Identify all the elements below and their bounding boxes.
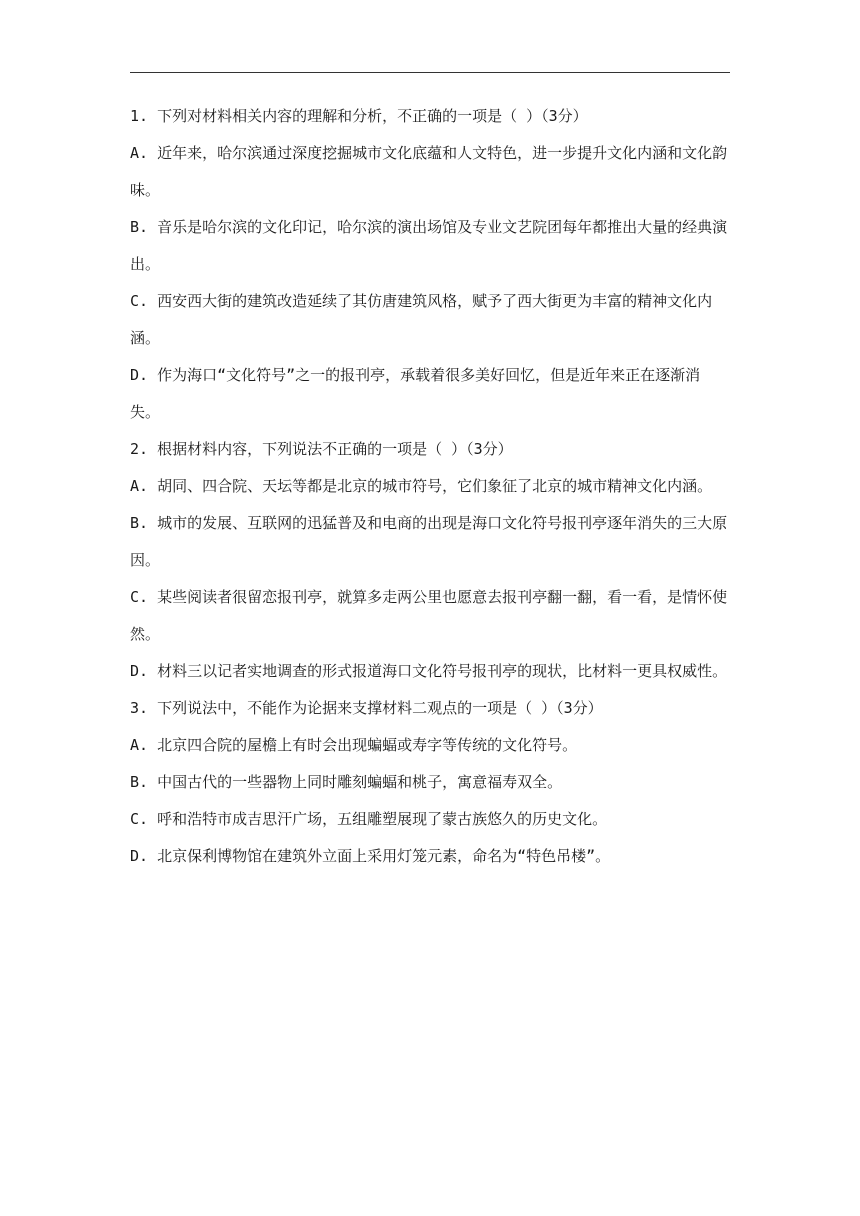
question-list [130,98,730,875]
option-c: C. 某些阅读者很留恋报刊亭，就算多走两公里也愿意去报刊亭翻一翻，看一看，是情怀使然。 [130,588,728,643]
option-a: A. 近年来，哈尔滨通过深度挖掘城市文化底蕴和人文特色，进一步提升文化内涵和文化韵味。 [130,144,728,199]
option-a: A. 胡同、四合院、天坛等都是北京的城市符号，它们象征了北京的城市精神文化内涵。 [130,477,713,495]
question-stem: 2. 根据材料内容，下列说法不正确的一项是（ ）（3分） [130,440,513,458]
option-b: B. 中国古代的一些器物上同时雕刻蝙蝠和桃子，寓意福寿双全。 [130,773,563,791]
header-rule [130,72,730,73]
question-2 [130,431,730,690]
question-stem: 3. 下列说法中，不能作为论据来支撑材料二观点的一项是（ ）（3分） [130,699,603,717]
option-b: B. 城市的发展、互联网的迅猛普及和电商的出现是海口文化符号报刊亭逐年消失的三大原因。 [130,514,728,569]
option-c: C. 呼和浩特市成吉思汗广场，五组雕塑展现了蒙古族悠久的历史文化。 [130,810,608,828]
option-a: A. 北京四合院的屋檐上有时会出现蝙蝠或寿字等传统的文化符号。 [130,736,578,754]
option-d: D. 北京保利博物馆在建筑外立面上采用灯笼元素，命名为“特色吊楼”。 [130,847,611,865]
option-b: B. 音乐是哈尔滨的文化印记，哈尔滨的演出场馆及专业文艺院团每年都推出大量的经典演出。 [130,218,728,273]
option-d: D. 作为海口“文化符号”之一的报刊亭，承载着很多美好回忆，但是近年来正在逐渐消失。 [130,366,701,421]
option-d: D. 材料三以记者实地调查的形式报道海口文化符号报刊亭的现状，比材料一更具权威性。 [130,662,728,680]
question-1 [130,98,730,431]
question-stem: 1. 下列对材料相关内容的理解和分析，不正确的一项是（ ）（3分） [130,107,588,125]
option-c: C. 西安西大街的建筑改造延续了其仿唐建筑风格，赋予了西大街更为丰富的精神文化内涵。 [130,292,713,347]
question-3 [130,690,730,875]
